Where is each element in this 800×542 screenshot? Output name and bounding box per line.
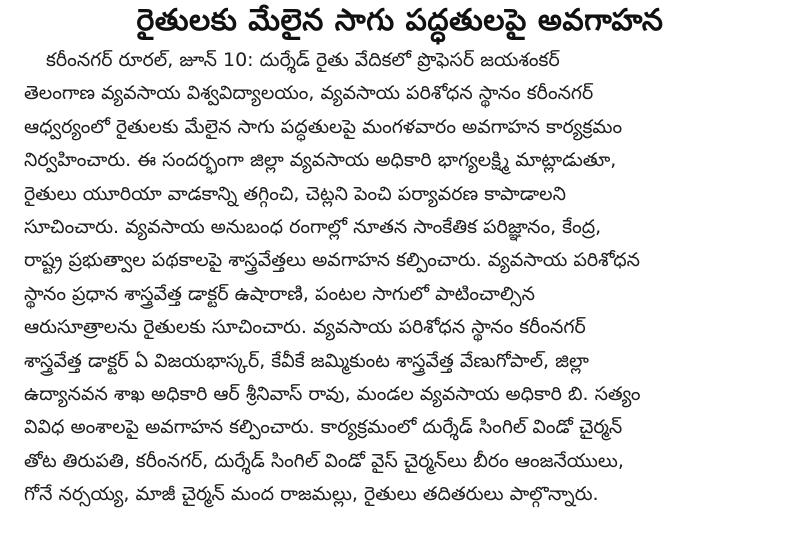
article-line: ఆరుసూత్రాలను రైతులకు సూచించారు. వ్యవసాయ పరిశోధన స్థానం కరీంనగర్ [24, 316, 586, 339]
article-line: వివిధ అంశాలపై అవగాహన కల్పించారు. కార్యక్రమంలో దుర్శేడ్ సింగిల్ విండో చైర్మన్ [24, 416, 623, 439]
article-body [24, 44, 784, 511]
article-line: గోనే నర్సయ్య, మాజీ చైర్మన్ మంద రాజమల్లు, రైతులు తదితరులు పాల్గొన్నారు. [24, 483, 599, 506]
article-line: రాష్ట్ర ప్రభుత్వాల పథకాలపై శాస్త్రవేత్తలు అవగాహన కల్పించారు. వ్యవసాయ పరిశోధన [24, 249, 640, 272]
article-line: రైతులు యూరియా వాడకాన్ని తగ్గించి, చెట్లని పెంచి పర్యావరణ కాపాడాలని [24, 182, 566, 205]
article-line: ఉద్యానవన శాఖ అధికారి ఆర్ శ్రీనివాస్ రావు, మండల వ్యవసాయ అధికారి బి. సత్యం [24, 382, 641, 405]
article-line: నిర్వహించారు. ఈ సందర్భంగా జిల్లా వ్యవసాయ అధికారి భాగ్యలక్ష్మి మాట్లాడుతూ, [24, 149, 617, 172]
article-line: తెలంగాణ వ్యవసాయ విశ్వవిద్యాలయం, వ్యవసాయ పరిశోధన స్థానం కరీంనగర్ [24, 82, 594, 105]
article-line: తోట తిరుపతి, కరీంనగర్, దుర్శేడ్ సింగిల్ విండో వైస్ చైర్మన్‌లు బీరం ఆంజనేయులు, [24, 449, 624, 472]
article-line: స్థానం ప్రధాన శాస్త్రవేత్త డాక్టర్ ఉషారాణి, పంటల సాగులో పాటించాల్సిన [24, 282, 535, 305]
article-line: ఆధ్వర్యంలో రైతులకు మేలైన సాగు పద్ధతులపై మంగళవారం అవగాహన కార్యక్రమం [24, 115, 623, 138]
article-line: కరీంనగర్ రూరల్, జూన్ 10: దుర్శేడ్ రైతు వేదికలో ప్రొఫెసర్ జయశంకర్ [46, 49, 560, 71]
article-headline: రైతులకు మేలైన సాగు పద్ధతులపై అవగాహన [136, 3, 664, 38]
article-line: శాస్త్రవేత్త డాక్టర్ ఏ విజయభాస్కర్, కేవీకే జమ్మికుంట శాస్త్రవేత్త వేణుగోపాల్, జిల్లా [24, 349, 589, 372]
article-line: సూచించారు. వ్యవసాయ అనుబంధ రంగాల్లో నూతన సాంకేతిక పరిజ్ఞానం, కేంద్ర, [24, 215, 602, 238]
